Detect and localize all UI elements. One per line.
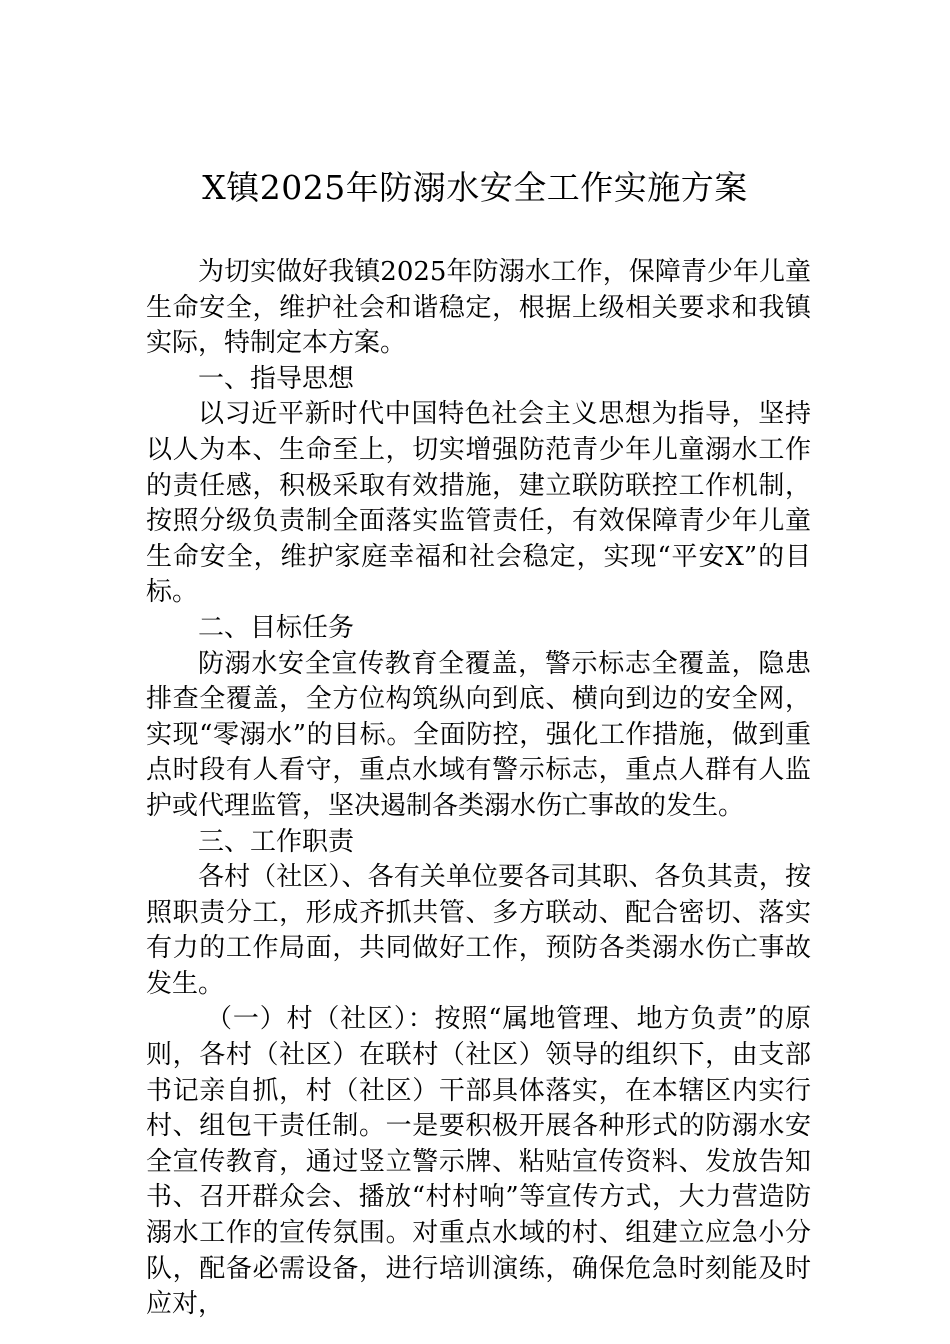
document-body xyxy=(146,255,811,1323)
document-title: X镇2025年防溺水安全工作实施方案 xyxy=(202,168,748,207)
subsection-paragraph: （一）村（社区）：按照“属地管理、地方负责”的原则，各村（社区）在联村（社区）领导的组织下，由支部书记亲自抓，村（社区）干部具体落实，在本辖区内实行村、组包干责任制。一是要积极开展各种形式的防溺水安全宣传教育，通过竖立警示牌、粘贴宣传资料、发放告知书、召开群众会、播放“村村响”等宣传方式，大力营造防溺水工作的宣传氛围。对重点水域的村、组建立应急小分队，配备必需设备，进行培训演练，确保危急时刻能及时应对， xyxy=(146,1004,811,1320)
section-heading: 二、目标任务 xyxy=(198,612,355,643)
section-paragraph: 以习近平新时代中国特色社会主义思想为指导，坚持以人为本、生命至上，切实增强防范青少年儿童溺水工作的责任感，积极采取有效措施，建立联防联控工作机制，按照分级负责制全面落实监管责任，有效保障青少年儿童生命安全，维护家庭幸福和社会稳定，实现“平安X”的目标。 xyxy=(146,399,811,608)
section-paragraph: 各村（社区）、各有关单位要各司其职、各负其责，按照职责分工，形成齐抓共管、多方联动、配合密切、落实有力的工作局面，共同做好工作，预防各类溺水伤亡事故发生。 xyxy=(146,862,811,999)
section-heading: 一、指导思想 xyxy=(198,363,355,394)
section-paragraph: 防溺水安全宣传教育全覆盖，警示标志全覆盖，隐患排查全覆盖，全方位构筑纵向到底、横向到边的安全网，实现“零溺水”的目标。全面防控，强化工作措施，做到重点时段有人看守，重点水域有警示标志，重点人群有人监护或代理监管，坚决遏制各类溺水伤亡事故的发生。 xyxy=(146,648,811,821)
section-heading: 三、工作职责 xyxy=(198,826,355,857)
intro-paragraph: 为切实做好我镇2025年防溺水工作，保障青少年儿童生命安全，维护社会和谐稳定，根据上级相关要求和我镇实际，特制定本方案。 xyxy=(146,257,811,359)
